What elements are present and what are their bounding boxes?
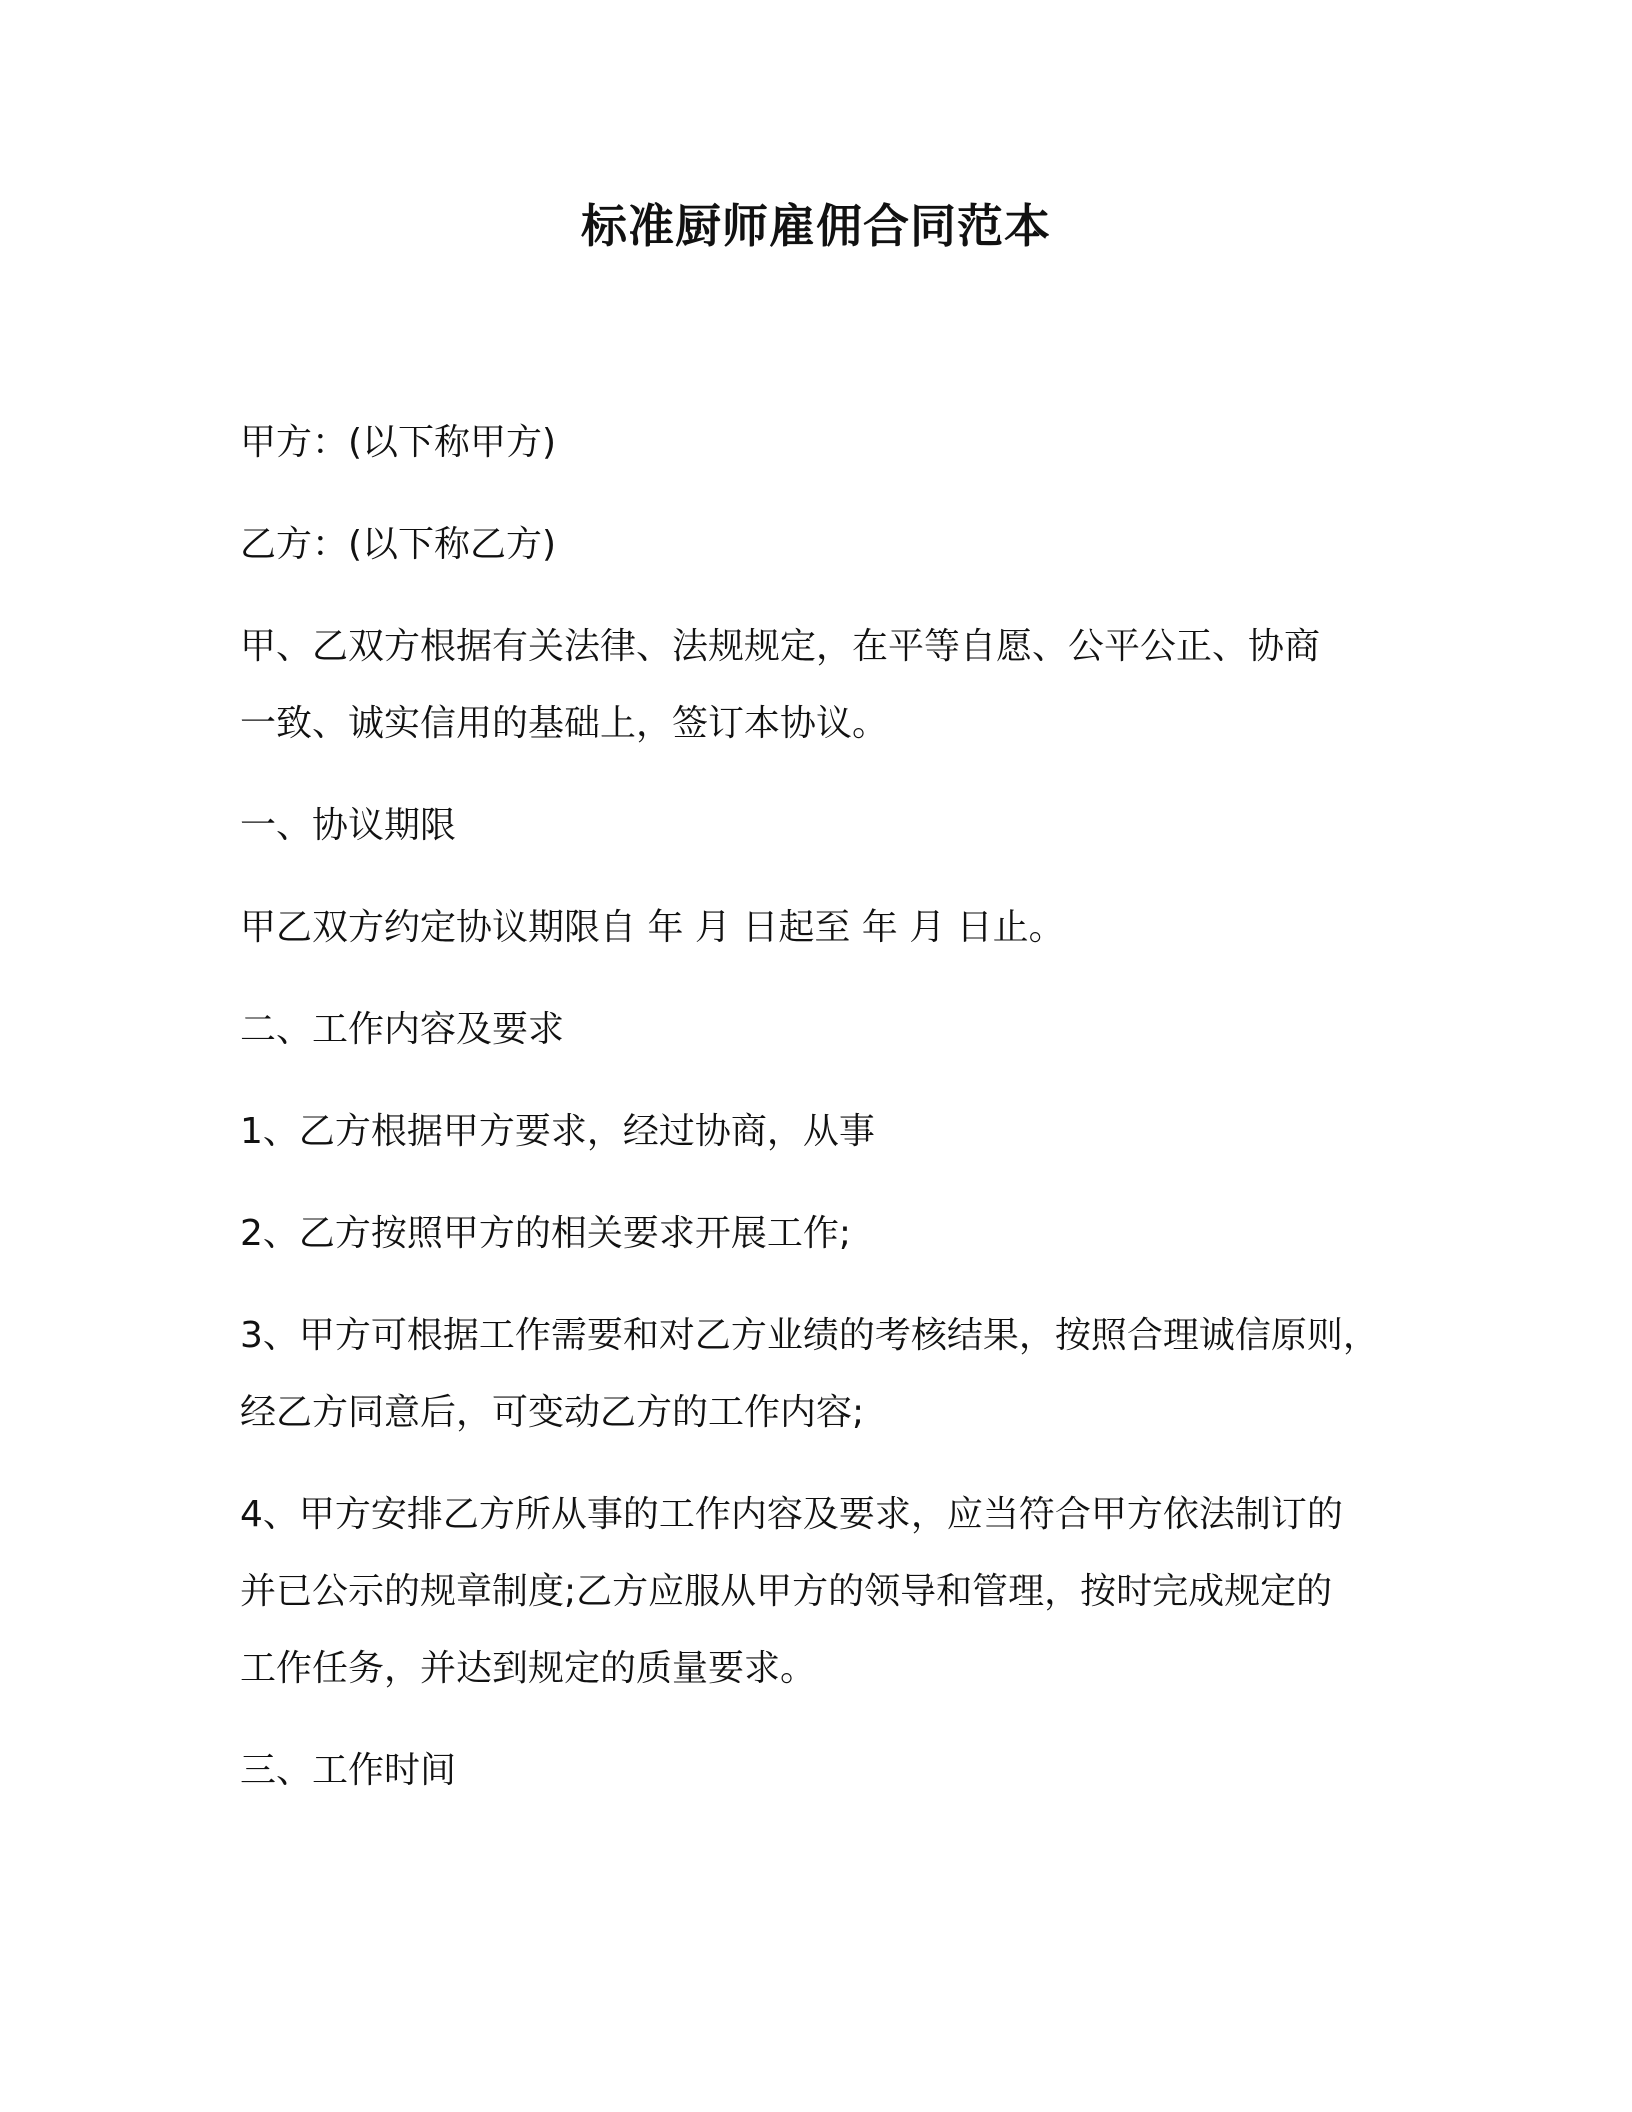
preamble-line-2: 一致、诚实信用的基础上，签订本协议。 — [240, 703, 889, 744]
section-1-text: 甲乙双方约定协议期限自 年 月 日起至 年 月 日止。 — [240, 907, 1065, 948]
section-1-heading: 一、协议期限 — [240, 805, 457, 846]
clause-4-line-3: 工作任务，并达到规定的质量要求。 — [240, 1648, 817, 1689]
clause-2: 2、乙方按照甲方的相关要求开展工作; — [240, 1213, 852, 1254]
party-a-line: 甲方：(以下称甲方) — [240, 422, 557, 463]
clause-4-line-2: 并已公示的规章制度;乙方应服从甲方的领导和管理，按时完成规定的 — [240, 1571, 1333, 1612]
party-b-line: 乙方：(以下称乙方) — [240, 524, 557, 565]
preamble-line-1: 甲、乙双方根据有关法律、法规规定，在平等自愿、公平公正、协商 — [240, 626, 1321, 667]
section-2-heading: 二、工作内容及要求 — [240, 1009, 565, 1050]
clause-3-line-1: 3、甲方可根据工作需要和对乙方业绩的考核结果，按照合理诚信原则， — [240, 1315, 1379, 1356]
clause-4-line-1: 4、甲方安排乙方所从事的工作内容及要求，应当符合甲方依法制订的 — [240, 1494, 1343, 1535]
clause-3-line-2: 经乙方同意后，可变动乙方的工作内容; — [240, 1392, 865, 1433]
section-3-heading: 三、工作时间 — [240, 1750, 457, 1791]
clause-1: 1、乙方根据甲方要求，经过协商，从事 — [240, 1111, 875, 1152]
document-title: 标准厨师雇佣合同范本 — [581, 199, 1051, 253]
